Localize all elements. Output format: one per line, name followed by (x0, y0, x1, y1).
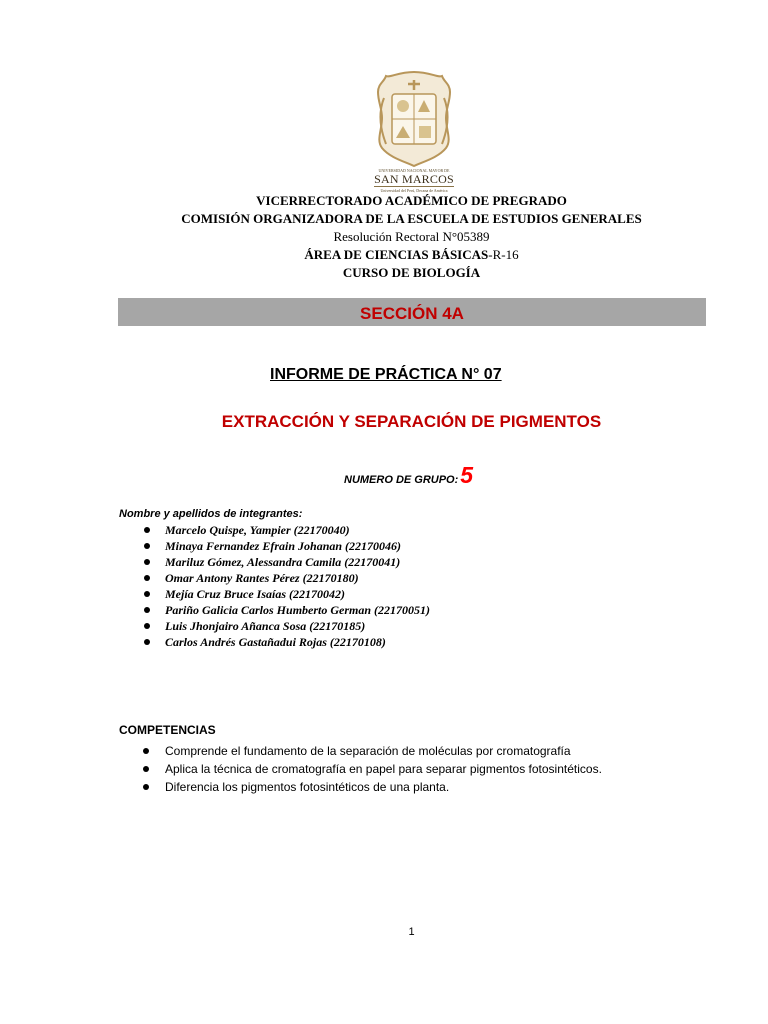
header-area (0, 246, 768, 264)
member-name: Marcelo Quispe, Yampier (22170040) (165, 523, 350, 537)
bullet-icon (144, 575, 150, 581)
bullet-icon (144, 623, 150, 629)
group-label: NUMERO DE GRUPO: (344, 474, 459, 486)
member-name: Carlos Andrés Gastañadui Rojas (22170108) (165, 635, 386, 649)
member-item (144, 634, 430, 650)
bullet-icon (143, 784, 149, 790)
logo-university-name: SAN MARCOS (374, 172, 454, 186)
member-item (144, 602, 430, 618)
section-label: SECCIÓN 4A (360, 304, 464, 323)
report-subtitle: EXTRACCIÓN Y SEPARACIÓN DE PIGMENTOS (221, 412, 602, 431)
competencia-item (143, 778, 602, 796)
bullet-icon (144, 527, 150, 533)
bullet-icon (143, 748, 149, 754)
members-list (144, 522, 430, 650)
header-resolucion: Resolución Rectoral N°05389 (333, 229, 490, 244)
institution-header (0, 192, 768, 282)
competencias-list (143, 742, 602, 796)
member-name: Luis Jhonjairo Añanca Sosa (22170185) (165, 619, 366, 633)
bullet-icon (144, 591, 150, 597)
bullet-icon (144, 607, 150, 613)
logo-divider (374, 186, 454, 187)
competencias-title: COMPETENCIAS (119, 723, 216, 737)
member-name: Omar Antony Rantes Pérez (22170180) (165, 571, 359, 585)
university-logo (368, 68, 460, 193)
member-item (144, 586, 430, 602)
section-banner (118, 298, 706, 326)
member-name: Mariluz Gómez, Alessandra Camila (22170041) (165, 555, 401, 569)
competencia-text: Aplica la técnica de cromatografía en papel para separar pigmentos fotosintéticos. (165, 762, 602, 776)
header-curso: CURSO DE BIOLOGÍA (342, 265, 481, 280)
bullet-icon (143, 766, 149, 772)
logo-university-prefix: UNIVERSIDAD NACIONAL MAYOR DE (378, 168, 450, 173)
member-item (144, 522, 430, 538)
competencia-text: Diferencia los pigmentos fotosintéticos de una planta. (165, 780, 450, 794)
competencia-item (143, 760, 602, 778)
crest-icon (368, 68, 460, 168)
page-number: 1 (408, 926, 415, 938)
member-name: Mejía Cruz Bruce Isaías (22170042) (165, 587, 346, 601)
members-title: Nombre y apellidos de integrantes: (119, 508, 303, 520)
member-item (144, 570, 430, 586)
bullet-icon (144, 559, 150, 565)
member-item (144, 538, 430, 554)
competencia-item (143, 742, 602, 760)
header-area-code: -R-16 (488, 247, 519, 262)
bullet-icon (144, 639, 150, 645)
logo-motto: Universidad del Perú, Decana de América (380, 188, 448, 193)
report-title: INFORME DE PRÁCTICA N° 07 (270, 366, 502, 383)
header-comision: COMISIÓN ORGANIZADORA DE LA ESCUELA DE ESTUDIOS GENERALES (181, 211, 642, 226)
member-name: Minaya Fernandez Efrain Johanan (22170046) (165, 539, 402, 553)
bullet-icon (144, 543, 150, 549)
header-vicerrectorado: VICERRECTORADO ACADÉMICO DE PREGRADO (256, 193, 567, 208)
group-number-line (344, 462, 473, 489)
header-area-name: ÁREA DE CIENCIAS BÁSICAS (304, 247, 489, 262)
competencia-text: Comprende el fundamento de la separación de moléculas por cromatografía (165, 744, 571, 758)
member-item (144, 554, 430, 570)
group-number: 5 (460, 462, 474, 488)
member-name: Pariño Galicia Carlos Humberto German (22170051) (165, 603, 431, 617)
member-item (144, 618, 430, 634)
